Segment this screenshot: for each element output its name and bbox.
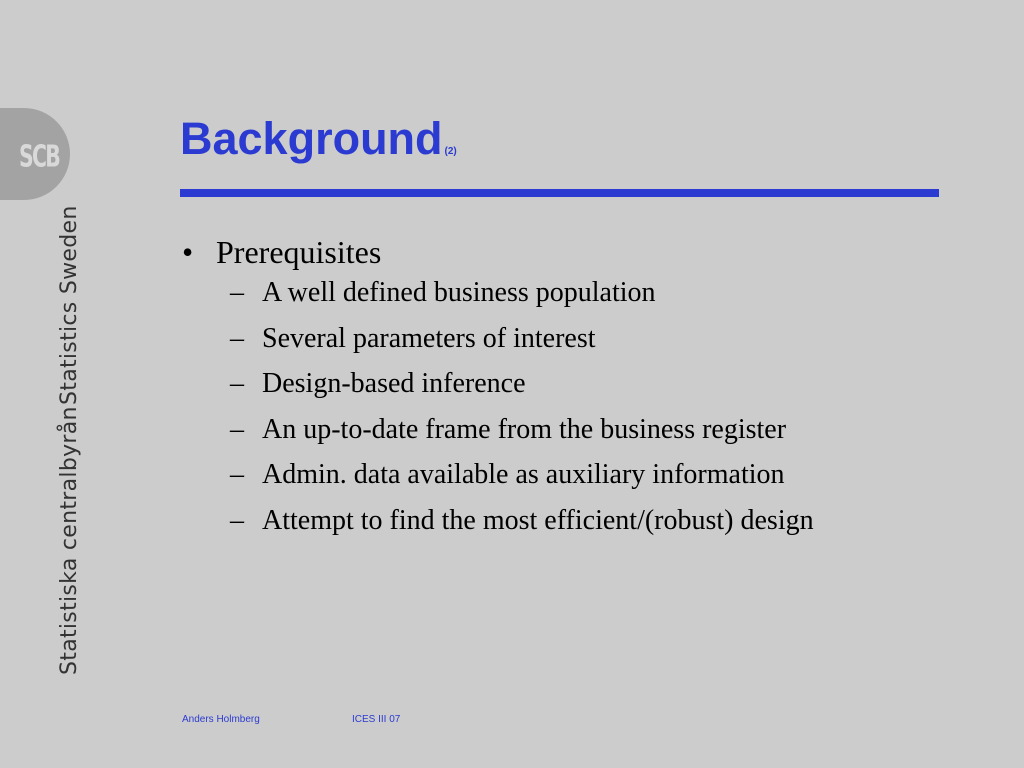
slide-title-text: Background [180,113,443,164]
dash-mark: – [230,459,244,490]
scb-logo [0,108,70,200]
dash-mark: – [230,413,244,445]
dash-mark: – [230,504,244,536]
dash-mark: – [230,368,244,399]
sub-item-text: A well defined business population [262,277,656,308]
dash-mark: – [230,322,244,354]
footer-author: Anders Holmberg [182,714,260,725]
slide-title-number: (2) [444,146,457,157]
sub-item [230,366,882,401]
sub-item-text: Several parameters of interest [262,322,596,354]
slide-body [182,232,882,548]
bullet-item [182,232,882,272]
sub-item [230,503,882,538]
sub-item-text: Design-based inference [262,368,526,399]
sub-item-text: Attempt to find the most efficient/(robust) design [262,504,814,536]
sub-item-text: An up-to-date frame from the business register [262,413,787,445]
sub-item-text: Admin. data available as auxiliary information [262,459,785,490]
sub-item [230,412,882,447]
bullet-mark: • [182,234,194,270]
sub-list [230,275,882,538]
footer-event: ICES III 07 [352,714,401,725]
sub-item [230,275,882,310]
org-name-swedish: Statistiska centralbyrån [57,406,82,675]
sub-item [230,457,882,492]
dash-mark: – [230,277,244,308]
logo-text: SCB [19,139,60,175]
title-underline [180,189,939,197]
slide-title [180,113,457,164]
sub-item [230,321,882,356]
org-name-english: Statistics Sweden [57,205,82,405]
bullet-text: Prerequisites [216,234,382,270]
